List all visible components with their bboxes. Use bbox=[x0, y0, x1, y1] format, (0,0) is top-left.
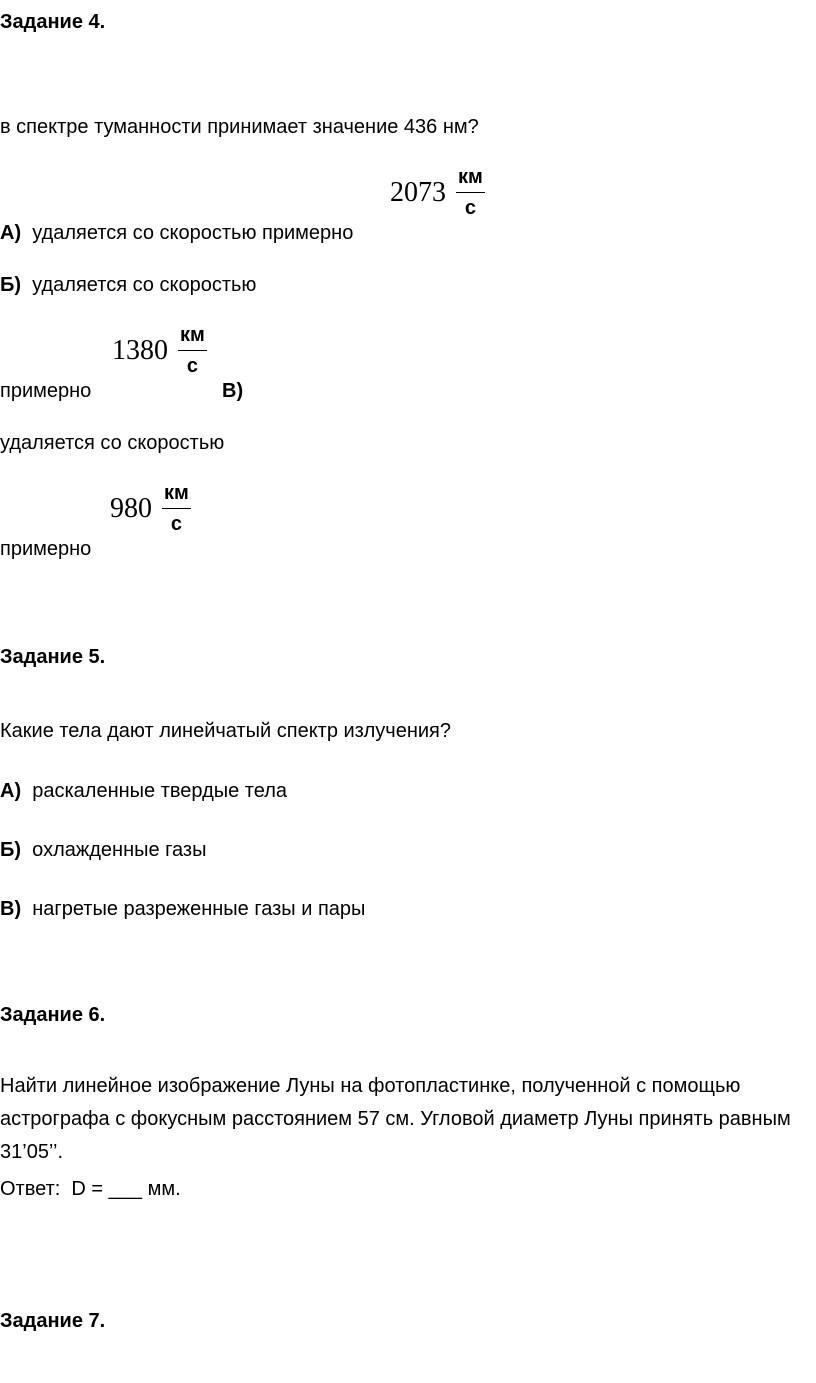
option-letter: Б) bbox=[0, 839, 22, 861]
task7-heading: Задание 7. bbox=[0, 1310, 106, 1332]
task4-option-b-value bbox=[112, 324, 207, 378]
option-text: охлажденные газы bbox=[32, 839, 207, 861]
unit-denominator: с bbox=[170, 513, 182, 535]
option-letter: А) bbox=[0, 780, 22, 802]
task6-answer bbox=[0, 1179, 181, 1199]
option-text: удаляется со скоростью bbox=[32, 274, 257, 296]
task6-heading: Задание 6. bbox=[0, 1004, 106, 1026]
task5-option-a bbox=[0, 781, 287, 801]
option-letter: В) bbox=[0, 898, 22, 920]
task5-question: Какие тела дают линейчатый спектр излучения? bbox=[0, 720, 452, 742]
option-text: раскаленные твердые тела bbox=[32, 780, 287, 802]
option-text: удаляется со скоростью примерно bbox=[32, 222, 354, 244]
option-letter: Б) bbox=[0, 274, 22, 296]
unit-fraction bbox=[178, 324, 207, 378]
task4-option-a bbox=[0, 223, 353, 243]
unit-numerator: км bbox=[162, 482, 191, 509]
option-text: нагретые разреженные газы и пары bbox=[32, 898, 366, 920]
unit-fraction bbox=[162, 482, 191, 536]
option-letter: А) bbox=[0, 222, 22, 244]
task4-option-a-value bbox=[390, 166, 485, 220]
unit-numerator: км bbox=[178, 324, 207, 351]
task4-option-v-text: удаляется со скоростью bbox=[0, 432, 225, 454]
task4-option-v-approx: примерно bbox=[0, 538, 92, 560]
unit-denominator: с bbox=[464, 197, 476, 219]
velocity-number: 2073 bbox=[390, 177, 446, 208]
unit-fraction bbox=[456, 166, 485, 220]
answer-label: Ответ: bbox=[0, 1178, 61, 1200]
velocity-number: 980 bbox=[110, 493, 152, 524]
unit-denominator: с bbox=[186, 355, 198, 377]
task4-option-b-approx: примерно bbox=[0, 380, 92, 402]
task5-option-b bbox=[0, 840, 206, 860]
task4-question: в спектре туманности принимает значение 436 нм? bbox=[0, 116, 479, 138]
task6-question: Найти линейное изображение Луны на фотопластинке, полученной с помощью астрографа с фокусным расстоянием 57 см. Угловой диаметр Луны принять равным 31’05’’. bbox=[0, 1075, 791, 1163]
task4-option-v-value bbox=[110, 482, 191, 536]
task4-option-b bbox=[0, 275, 256, 295]
task5-option-v bbox=[0, 899, 365, 919]
answer-formula: D = ___ мм. bbox=[71, 1178, 181, 1200]
unit-numerator: км bbox=[456, 166, 485, 193]
task5-heading: Задание 5. bbox=[0, 646, 106, 668]
task4-option-v-letter: В) bbox=[222, 380, 244, 402]
task4-heading: Задание 4. bbox=[0, 11, 106, 33]
velocity-number: 1380 bbox=[112, 335, 168, 366]
